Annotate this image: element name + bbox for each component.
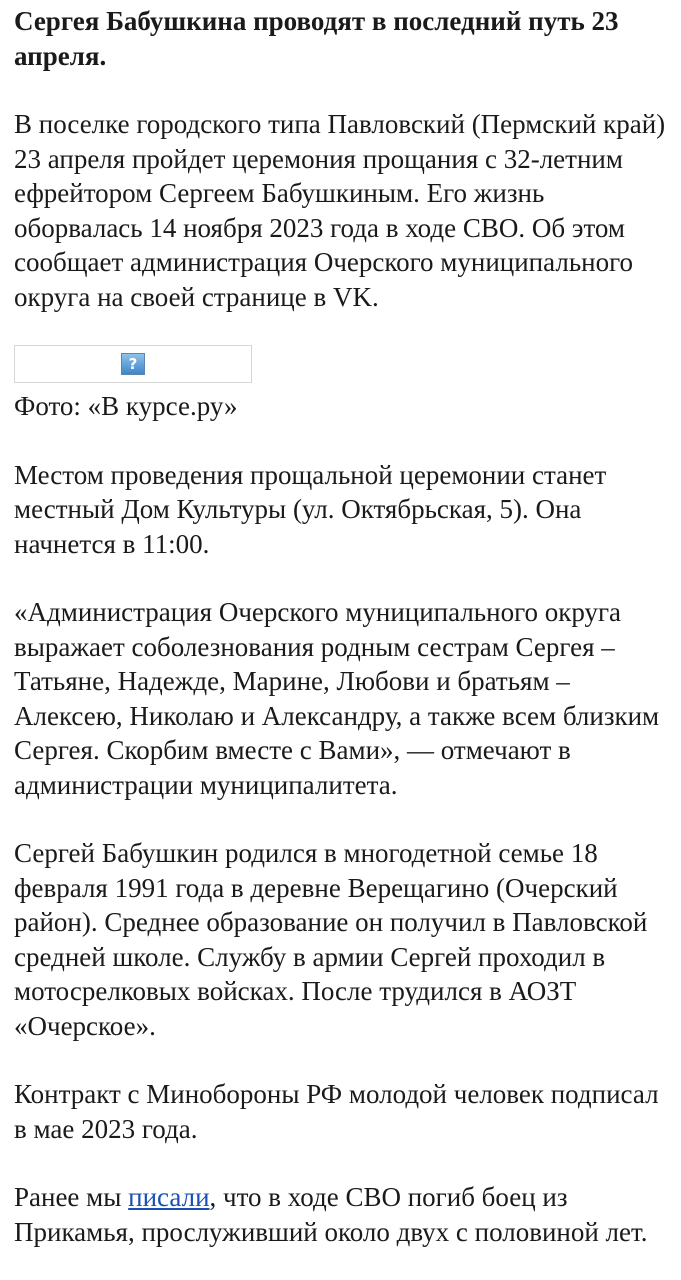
broken-image-icon: ? (121, 353, 145, 375)
article-image-placeholder[interactable] (14, 345, 252, 383)
earlier-news-link[interactable]: писали (128, 1182, 210, 1212)
biography-paragraph: Сергей Бабушкин родился в многодетной семье 18 февраля 1991 года в деревне Верещагино (Очерский район). Среднее образование он получил в Павловской средней школе. Службу в армии Сергей проходил в мотосрелковых войсках. После трудился в АОЗТ «Очерское». (14, 838, 648, 1041)
article-headline: Сергея Бабушкина проводят в последний путь 23 апреля. (14, 6, 619, 71)
photo-caption: Фото: «В курсе.ру» (14, 391, 238, 421)
condolence-quote-paragraph: «Администрация Очерского муниципального округа выражает соболезнования родным сестрам Сергея – Татьяне, Надежде, Марине, Любови и братьям – Алексею, Николаю и Александру, а также всем близким Сергея. Скорбим вместе с Вами», — отмечают в администрации муниципалитета. (14, 597, 660, 800)
earlier-news-paragraph (14, 1180, 667, 1249)
intro-paragraph: В поселке городского типа Павловский (Пермский край) 23 апреля пройдет церемония прощания с 32-летним ефрейтором Сергеем Бабушкиным. Его жизнь оборвалась 14 ноября 2023 года в ходе СВО. Об этом сообщает администрация Очерского муниципального округа на своей странице в VK. (14, 109, 666, 312)
earlier-text-before: Ранее мы (14, 1182, 129, 1212)
ceremony-place-paragraph: Местом проведения прощальной церемонии станет местный Дом Культуры (ул. Октябрьская, 5). Она начнется в 11:00. (14, 459, 607, 559)
earlier-text-after: , что в ходе СВО погиб боец из Прикамья, прослуживший около двух с половиной лет. (14, 1182, 648, 1247)
contract-paragraph: Контракт с Минобороны РФ молодой человек подписал в мае 2023 года. (14, 1079, 659, 1144)
